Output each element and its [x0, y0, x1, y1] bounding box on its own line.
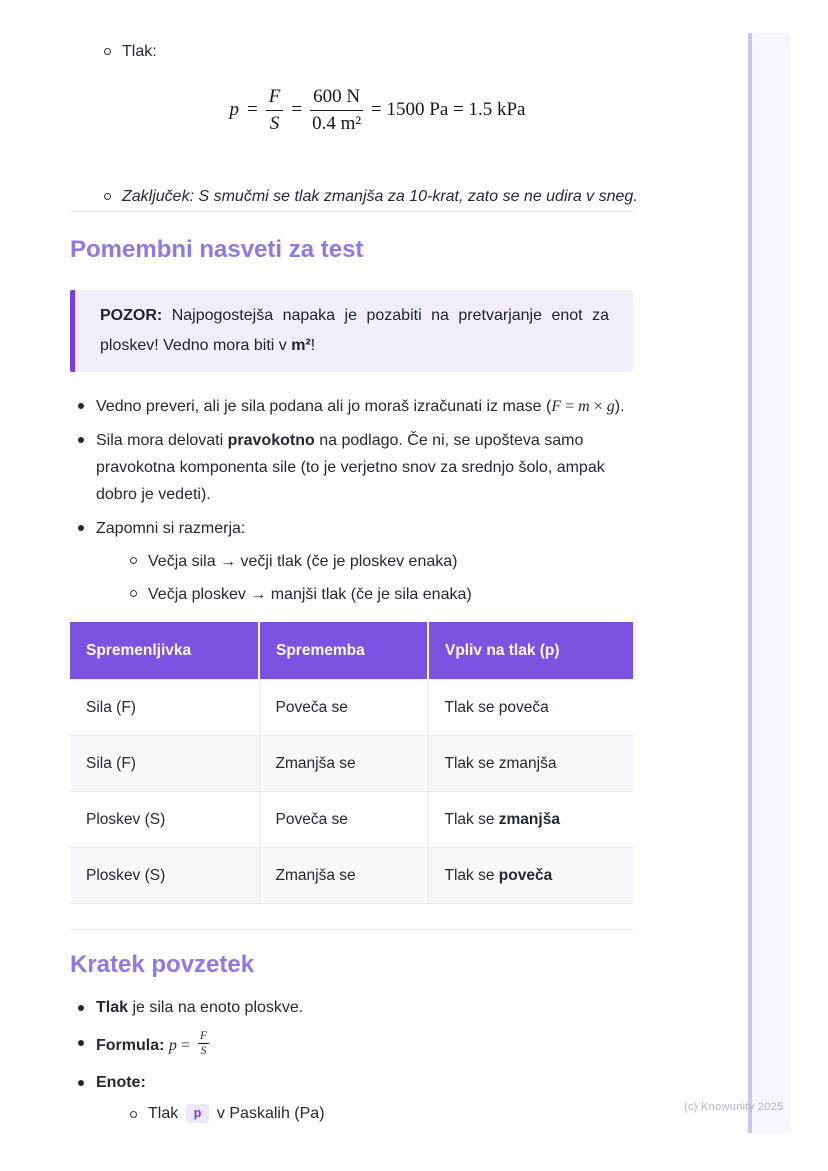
callout-text: POZOR: Najpogostejša napaka je pozabiti na pretvarjanje enot za ploskev! Vedno mora biti v m²! — [100, 307, 609, 354]
list-item-text: Vedno preveri, ali je sila podana ali jo moraš izračunati iz mase (F = m × g). — [96, 398, 625, 415]
conclusion-text: Zaključek: S smučmi se tlak zmanjša za 10-krat, zato se ne udira v sneg. — [122, 188, 638, 205]
sub-list-item — [122, 548, 633, 575]
equals-sign: = — [247, 99, 258, 121]
column-header: Sprememba — [259, 622, 428, 680]
table-cell: Tlak se zmanjša — [428, 792, 633, 848]
bullet-marker — [78, 437, 84, 443]
table-cell: Tlak se poveča — [428, 848, 633, 904]
sub-list — [122, 548, 633, 608]
summary-list — [70, 997, 633, 1138]
bullet-marker — [78, 1040, 84, 1046]
table-cell: Ploskev (S) — [70, 792, 259, 848]
fraction-values: $\frac{600 N}{\text{0.4 m²}}$ — [312, 86, 362, 134]
table-row — [70, 848, 633, 904]
tips-list — [70, 393, 633, 615]
sub-list-item — [122, 1103, 633, 1125]
table-header-row — [70, 622, 633, 680]
table-cell: Zmanjša se — [259, 848, 428, 904]
formula-lhs: p — [229, 99, 240, 121]
section-divider — [70, 211, 633, 212]
circle-bullet-marker — [130, 590, 137, 597]
table-cell: Sila (F) — [70, 680, 259, 736]
sub-list-item — [122, 581, 633, 608]
bullet-marker — [78, 1005, 84, 1011]
pressure-variables-table — [70, 622, 633, 904]
sub-list-item-text: Večja ploskev → manjši tlak (če je sila enaka) — [148, 586, 472, 603]
circle-bullet-marker — [130, 1111, 137, 1118]
list-item-label: Tlak: — [122, 43, 157, 60]
section-heading-tips: Pomembni nasveti za test — [70, 236, 364, 263]
table-cell: Zmanjša se — [259, 736, 428, 792]
column-header: Spremenljivka — [70, 622, 259, 680]
section-heading-summary: Kratek povzetek — [70, 951, 255, 978]
table-cell: Ploskev (S) — [70, 848, 259, 904]
list-item-text: Zapomni si razmerja: — [96, 520, 246, 537]
table-row — [70, 736, 633, 792]
pressure-formula — [122, 86, 633, 135]
table-cell: Poveča se — [259, 680, 428, 736]
table-row — [70, 680, 633, 736]
list-item-conclusion — [96, 186, 828, 208]
sub-list — [122, 1103, 633, 1125]
bullet-marker — [78, 1080, 84, 1086]
fraction-f-over-s: $\frac{F}{S}$ — [266, 86, 284, 135]
list-item — [70, 393, 633, 420]
sub-list-item-text: Tlak p v Paskalih (Pa) — [148, 1105, 325, 1123]
table-cell: Poveča se — [259, 792, 428, 848]
equals-sign: = — [291, 99, 303, 121]
circle-bullet-marker — [104, 193, 111, 200]
list-item — [70, 515, 633, 608]
list-item — [70, 997, 633, 1019]
page-edge-panel — [752, 33, 790, 1133]
list-item-tlak — [96, 41, 828, 63]
warning-callout — [70, 290, 633, 372]
bullet-marker — [78, 403, 84, 409]
table-cell: Sila (F) — [70, 736, 259, 792]
bullet-marker — [78, 525, 84, 531]
watermark: (c) Knowunity 2025 — [684, 1101, 784, 1113]
list-item-text: Formula: p = $\frac{F}{S}$ — [96, 1030, 207, 1058]
list-item — [70, 1072, 633, 1125]
list-item-text: Enote: — [96, 1074, 146, 1092]
circle-bullet-marker — [104, 48, 111, 55]
circle-bullet-marker — [130, 557, 137, 564]
section-divider — [70, 929, 633, 930]
table-cell: Tlak se poveča — [428, 680, 633, 736]
column-header: Vpliv na tlak (p) — [428, 622, 633, 680]
list-item — [70, 427, 633, 508]
list-item-text: Sila mora delovati pravokotno na podlago. Če ni, se upošteva samo pravokotna komponenta sile (to je verjetno snov za srednjo šolo, ampak dobro je vedeti). — [96, 432, 605, 503]
table-row — [70, 792, 633, 848]
table-cell: Tlak se zmanjša — [428, 736, 633, 792]
sub-list-item-text: Večja sila → večji tlak (če je ploskev enaka) — [148, 553, 458, 570]
formula-result: = 1500 Pa = 1.5 kPa — [371, 99, 526, 121]
list-item — [70, 1032, 633, 1059]
list-item-text: Tlak je sila na enoto ploskve. — [96, 999, 304, 1016]
